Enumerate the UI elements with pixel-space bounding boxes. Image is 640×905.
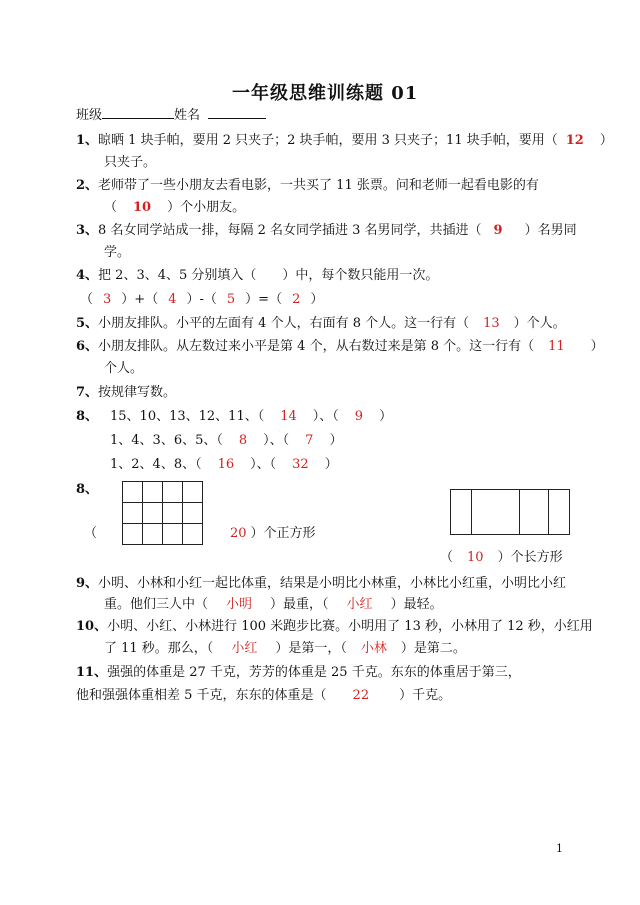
question-text: 按规律写数。 [98,385,177,400]
sequence-row-1 [110,405,392,424]
paren-open: （ [84,526,98,541]
sequence-row-2 [110,429,342,448]
square-grid-figure [122,481,203,545]
question-2 [76,174,539,193]
question-text: 重。他们三人中（ [104,597,209,612]
answer: 20 [230,526,247,541]
class-label: 班级 [76,108,103,123]
answer: 10 [133,200,152,215]
question-number: 5、 [76,316,99,331]
question-9 [76,572,566,591]
sequence-text: 1、2、4、8、（ [110,457,202,472]
question-number: 8、 [76,482,99,497]
rectangle-divider [548,490,549,534]
paren-close: ） [590,339,604,354]
question-9-line2 [104,593,443,612]
answer: 3 [103,292,112,307]
question-number: 2、 [76,178,99,193]
name-label: 姓名 [174,108,201,123]
answer: 16 [217,457,235,472]
page-title: 一年级思维训练题 01 [232,83,419,104]
question-text: 他和强强体重相差 5 千克，东东的体重是（ [76,688,327,703]
rectangle-divider [471,490,472,534]
class-blank [102,106,174,119]
question-11-line2 [76,684,451,703]
answer: 小明 [226,597,253,612]
question-number: 6、 [76,339,99,354]
question-text: ）最轻。 [390,597,443,612]
answer: 12 [565,133,584,148]
question-8-figures [76,478,98,497]
question-text: 把 2、3、4、5 分别填入（ ）中，每个数只能用一次。 [98,268,439,283]
rectangle-divider [519,490,520,534]
question-10-line2 [104,637,466,656]
question-4-equation [80,288,323,307]
question-number: 9、 [76,576,99,591]
answer: 22 [352,688,370,703]
question-text: 小朋友排队。从左数过来小平是第 4 个，从右数过来是第 8 个。这一行有（ [98,339,535,354]
question-10 [76,615,593,634]
question-number: 1、 [76,133,99,148]
question-text: ）是第一，（ [275,641,347,656]
answer: 8 [238,433,248,448]
question-number: 11、 [76,665,108,680]
question-3 [76,219,577,238]
operator: ）=（ [245,292,283,307]
question-text: ）名男同 [524,223,577,238]
sequence-text: ）、（ [312,409,339,424]
sequence-row-3 [110,453,338,472]
question-6 [76,335,604,354]
sequence-text: 1、4、3、6、5、（ [110,433,223,448]
paren: ） [310,292,324,307]
paren-close: ） [599,133,613,148]
question-text: ）个正方形 [250,526,316,541]
answer: 7 [305,433,314,448]
operator: ）-（ [186,292,217,307]
question-8-sequences [76,405,98,424]
question-text: ）个人。 [513,316,566,331]
question-text: 小明、小红、小林进行 100 米跑步比赛。小明用了 13 秒，小林用了 12 秒，小红用 [107,619,593,634]
sequence-text: ） [379,409,393,424]
answer: 4 [168,292,177,307]
question-text: 小明、小林和小红一起比体重，结果是小明比小林重，小林比小红重，小明比小红 [98,576,567,591]
question-11 [76,661,521,680]
answer: 小红 [346,597,373,612]
question-number: 8、 [76,409,99,424]
paren: （ [80,292,94,307]
question-number: 3、 [76,223,99,238]
answer: 13 [483,316,500,331]
question-5 [76,312,566,331]
answer: 2 [292,292,301,307]
question-text: ）个长方形 [497,550,563,565]
answer: 小红 [231,641,258,656]
question-text: ）个小朋友。 [167,200,246,215]
question-number: 4、 [76,268,99,283]
question-number: 10、 [76,619,108,634]
paren-open: （ [104,200,118,215]
answer: 14 [280,409,297,424]
squares-answer-line [84,522,97,541]
paren-open: （ [440,550,454,565]
question-text: 了 11 秒。那么，（ [104,641,214,656]
question-3-line2: 学。 [104,245,131,260]
question-1-line2: 只夹子。 [104,155,157,170]
rectangles-answer [440,546,563,565]
question-text: ）千克。 [399,688,452,703]
question-6-line2: 个人。 [104,361,144,376]
rectangle-row-figure [450,489,570,535]
sequence-text: ） [324,457,338,472]
question-text: 小朋友排队。小平的左面有 4 个人，右面有 8 个人。这一行有（ [98,316,470,331]
sequence-text: ）、（ [263,433,290,448]
question-7 [76,381,176,400]
header-line [76,104,266,123]
question-2-line2 [104,196,245,215]
question-text: ）是第二。 [400,641,466,656]
question-text: 8 名女同学站成一排，每隔 2 名女同学插进 3 名男同学，共插进（ [98,223,482,238]
answer: 9 [354,409,364,424]
question-text: 老师带了一些小朋友去看电影，一共买了 11 张票。问和老师一起看电影的有 [98,178,539,193]
sequence-text: 15、10、13、12、11、（ [110,409,265,424]
squares-answer [230,522,316,541]
sequence-text: ）、（ [250,457,277,472]
answer: 5 [226,292,236,307]
answer: 9 [493,223,503,238]
sequence-text: ） [329,433,343,448]
question-4 [76,264,438,283]
answer: 11 [548,339,565,354]
question-1 [76,129,613,148]
question-number: 7、 [76,385,99,400]
question-text: 晾晒 1 块手帕，要用 2 只夹子；2 块手帕，要用 3 只夹子；11 块手帕，要用（ [98,133,558,148]
page-number: 1 [556,842,563,855]
answer: 10 [467,550,484,565]
question-text: 强强的体重是 27 千克，芳芳的体重是 25 千克。东东的体重居于第三， [107,665,521,680]
answer: 32 [292,457,309,472]
question-text: ）最重，（ [270,597,329,612]
operator: ）+（ [121,292,159,307]
answer: 小林 [360,641,387,656]
name-blank [208,106,266,119]
